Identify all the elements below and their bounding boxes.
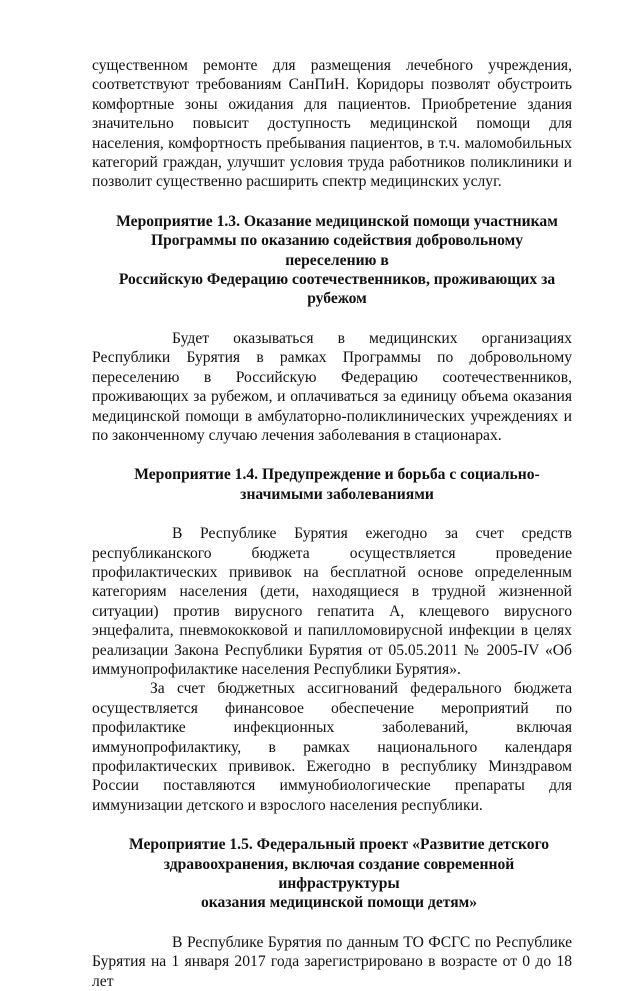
- paragraph-vaccination-republic: В Республике Бурятия ежегодно за счет средств республиканского бюджета осуществляется проведение профилактических прививок на бесплатной основе определенным категориям населения (дети, находящиеся в трудной жизненной ситуации) против вирусного гепатита А, клещевого вирусного энцефалита, пневмококковой и папилломовирусной инфекции в целях реализации Закона Республики Бурятия от 05.05.2011 № 2005-IV «Об иммунопрофилактике населения Республики Бурятия».: [92, 525, 572, 678]
- paragraph-compatriots-care: Будет оказываться в медицинских организациях Республики Бурятия в рамках Программы по добровольному переселению в Российскую Федерацию соотечественников, проживающих за рубежом, и оплачиваться за единицу объема оказания медицинской помощи в амбулаторно-поликлинических учреждениях и по законченному случаю лечения заболевания в стационарах.: [92, 329, 572, 444]
- heading-line: Мероприятие 1.5. Федеральный проект «Развитие детского: [128, 836, 550, 854]
- heading-line: Программы по оказанию содействия добровольному: [150, 232, 524, 250]
- heading-line: Мероприятие 1.4. Предупреждение и борьба с социально-: [134, 466, 540, 484]
- heading-line: рубежом: [307, 290, 367, 308]
- heading-line: здравоохранения, включая создание современной инфраструктуры: [163, 855, 515, 893]
- heading-measure-1-5: [92, 835, 572, 913]
- heading-measure-1-4: [92, 465, 572, 504]
- heading-line: переселению в: [285, 251, 389, 269]
- heading-line: оказания медицинской помощи детям»: [200, 894, 478, 912]
- heading-line: значимыми заболеваниями: [240, 485, 434, 503]
- paragraph-building-renovation: существенном ремонте для размещения лечебного учреждения, соответствуют требованиям СанПиН. Коридоры позволят обустроить комфортные зоны ожидания для пациентов. Приобретение здания значительно повысит доступность медицинской помощи для населения, комфортность пребывания пациентов, в т.ч. маломобильных категорий граждан, улучшит условия труда работников поликлиники и позволит существенно расширить спектр медицинских услуг.: [92, 57, 572, 191]
- paragraph-child-population: В Республике Бурятия по данным ТО ФСГС по Республике Бурятия на 1 января 2017 года зарегистрировано в возрасте от 0 до 18 лет: [92, 933, 572, 990]
- paragraph-vaccination-federal: За счет бюджетных ассигнований федерального бюджета осуществляется финансовое обеспечение мероприятий по профилактике инфекционных заболеваний, включая иммунопрофилактику, в рамках национального календаря профилактических прививок. Ежегодно в республику Минздравом России поставляются иммунобиологические препараты для иммунизации детского и взрослого населения республики.: [92, 680, 572, 814]
- heading-line: Российскую Федерацию соотечественников, проживающих за: [118, 271, 556, 289]
- heading-line: Мероприятие 1.3. Оказание медицинской помощи участникам: [116, 212, 558, 230]
- heading-measure-1-3: [92, 212, 572, 309]
